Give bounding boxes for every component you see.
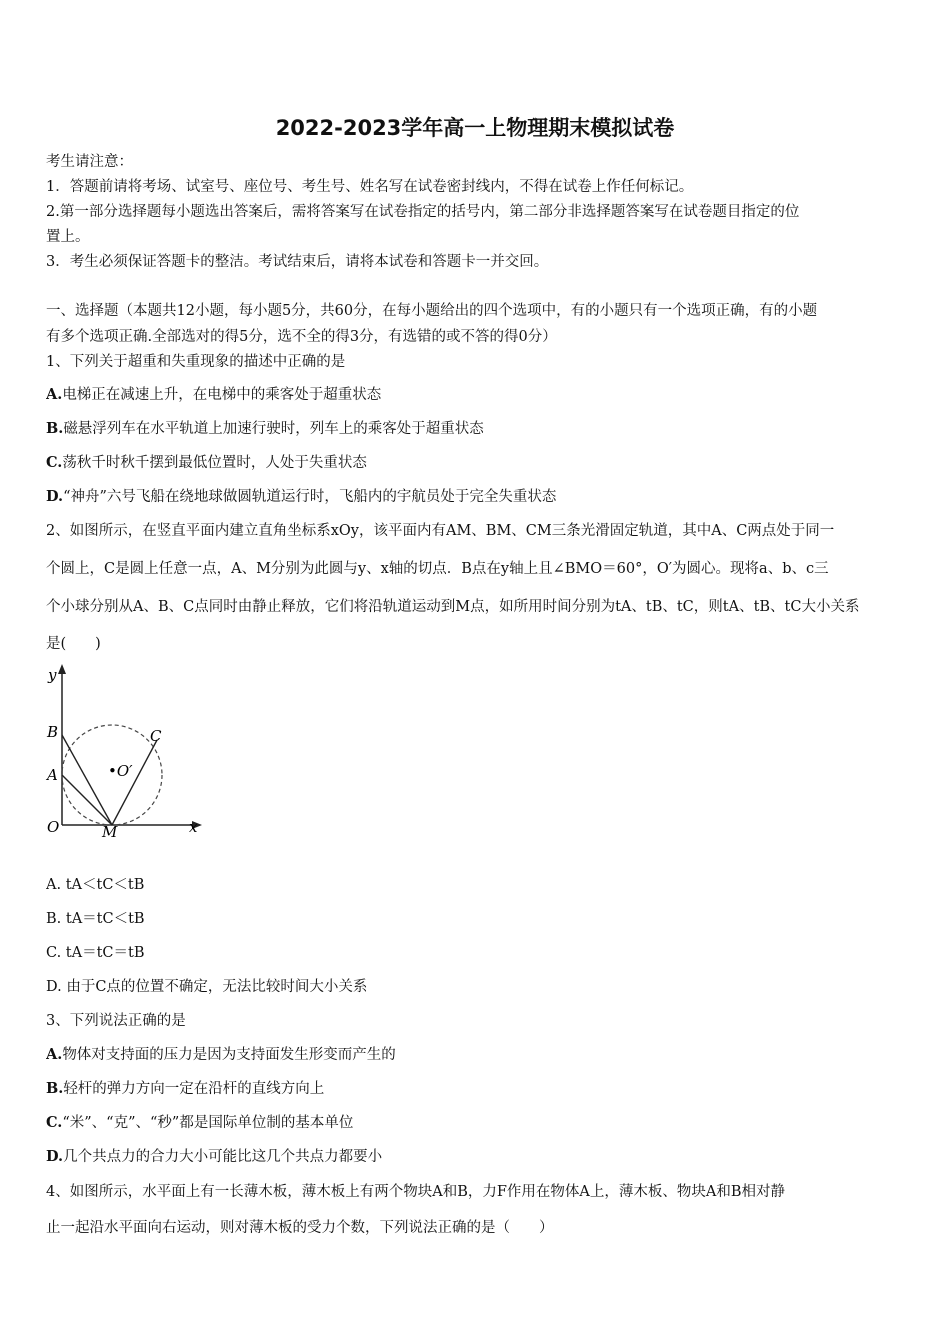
point-a-label: A bbox=[47, 766, 58, 784]
q2-option-c: C. tA＝tC＝tB bbox=[46, 945, 145, 961]
notice-item: 1．答题前请将考场、试室号、座位号、考生号、姓名写在试卷密封线内，不得在试卷上作任何标记。 bbox=[46, 179, 694, 195]
question-4-stem: 止一起沿水平面向右运动，则对薄木板的受力个数，下列说法正确的是（ ） bbox=[46, 1220, 554, 1236]
q2-option-a: A. tA＜tC＜tB bbox=[46, 877, 145, 893]
section-instructions: 一、选择题（本题共12小题，每小题5分，共60分，在每小题给出的四个选项中，有的小题只有一个选项正确，有的小题 bbox=[46, 303, 818, 319]
q2-option-b: B. tA＝tC＜tB bbox=[46, 911, 145, 927]
origin-label: O bbox=[47, 818, 60, 836]
question-2-stem: 个小球分别从A、B、C点同时由静止释放，它们将沿轨道运动到M点，如所用时间分别为tA、tB、tC，则tA、tB、tC大小关系 bbox=[46, 599, 860, 615]
center-o-prime-label: •O′ bbox=[108, 762, 133, 780]
coordinate-diagram bbox=[40, 660, 210, 840]
question-4-stem: 4、如图所示，水平面上有一长薄木板，薄木板上有两个物块A和B，力F作用在物体A上，薄木板、物块A和B相对静 bbox=[46, 1184, 786, 1200]
question-2-stem: 2、如图所示，在竖直平面内建立直角坐标系xOy，该平面内有AM、BM、CM三条光滑固定轨道，其中A、C两点处于同一 bbox=[46, 523, 835, 539]
notice-item: 3．考生必须保证答题卡的整洁。考试结束后，请将本试卷和答题卡一并交回。 bbox=[46, 254, 549, 270]
q1-option-b: B.磁悬浮列车在水平轨道上加速行驶时，列车上的乘客处于超重状态 bbox=[46, 420, 484, 437]
question-3-stem: 3、下列说法正确的是 bbox=[46, 1013, 186, 1029]
x-axis-label: x bbox=[189, 818, 198, 836]
notice-item: 2.第一部分选择题每小题选出答案后，需将答案写在试卷指定的括号内，第二部分非选择题答案写在试卷题目指定的位 bbox=[46, 204, 800, 220]
track-am bbox=[62, 775, 112, 825]
section-instructions: 有多个选项正确.全部选对的得5分，选不全的得3分，有选错的或不答的得0分） bbox=[46, 329, 557, 345]
question-2-stem: 是( ) bbox=[46, 636, 101, 652]
q3-option-a: A.物体对支持面的压力是因为支持面发生形变而产生的 bbox=[46, 1046, 396, 1063]
q3-option-c: C.“米”、“克”、“秒”都是国际单位制的基本单位 bbox=[46, 1114, 354, 1131]
point-b-label: B bbox=[47, 723, 59, 741]
q3-option-d: D.几个共点力的合力大小可能比这几个共点力都要小 bbox=[46, 1148, 383, 1165]
track-bm bbox=[62, 735, 112, 825]
point-m-label: M bbox=[102, 823, 118, 840]
q1-option-d: D.“神舟”六号飞船在绕地球做圆轨道运行时，飞船内的宇航员处于完全失重状态 bbox=[46, 488, 557, 505]
question-2-stem: 个圆上，C是圆上任意一点，A、M分别为此圆与y、x轴的切点．B点在y轴上且∠BMO＝60°，O′为圆心。现将a、b、c三 bbox=[46, 561, 829, 577]
notice-item: 置上。 bbox=[46, 229, 90, 245]
question-1-stem: 1、下列关于超重和失重现象的描述中正确的是 bbox=[46, 354, 346, 370]
page-title: 2022-2023学年高一上物理期末模拟试卷 bbox=[275, 116, 675, 140]
q3-option-b: B.轻杆的弹力方向一定在沿杆的直线方向上 bbox=[46, 1080, 325, 1097]
y-axis-label: y bbox=[48, 666, 57, 684]
q2-option-d: D. 由于C点的位置不确定，无法比较时间大小关系 bbox=[46, 979, 368, 995]
q1-option-a: A.电梯正在减速上升，在电梯中的乘客处于超重状态 bbox=[46, 386, 382, 403]
point-c-label: C bbox=[150, 727, 162, 745]
notice-heading: 考生请注意： bbox=[46, 154, 133, 170]
q1-option-c: C.荡秋千时秋千摆到最低位置时，人处于失重状态 bbox=[46, 454, 367, 471]
track-cm bbox=[112, 740, 157, 825]
